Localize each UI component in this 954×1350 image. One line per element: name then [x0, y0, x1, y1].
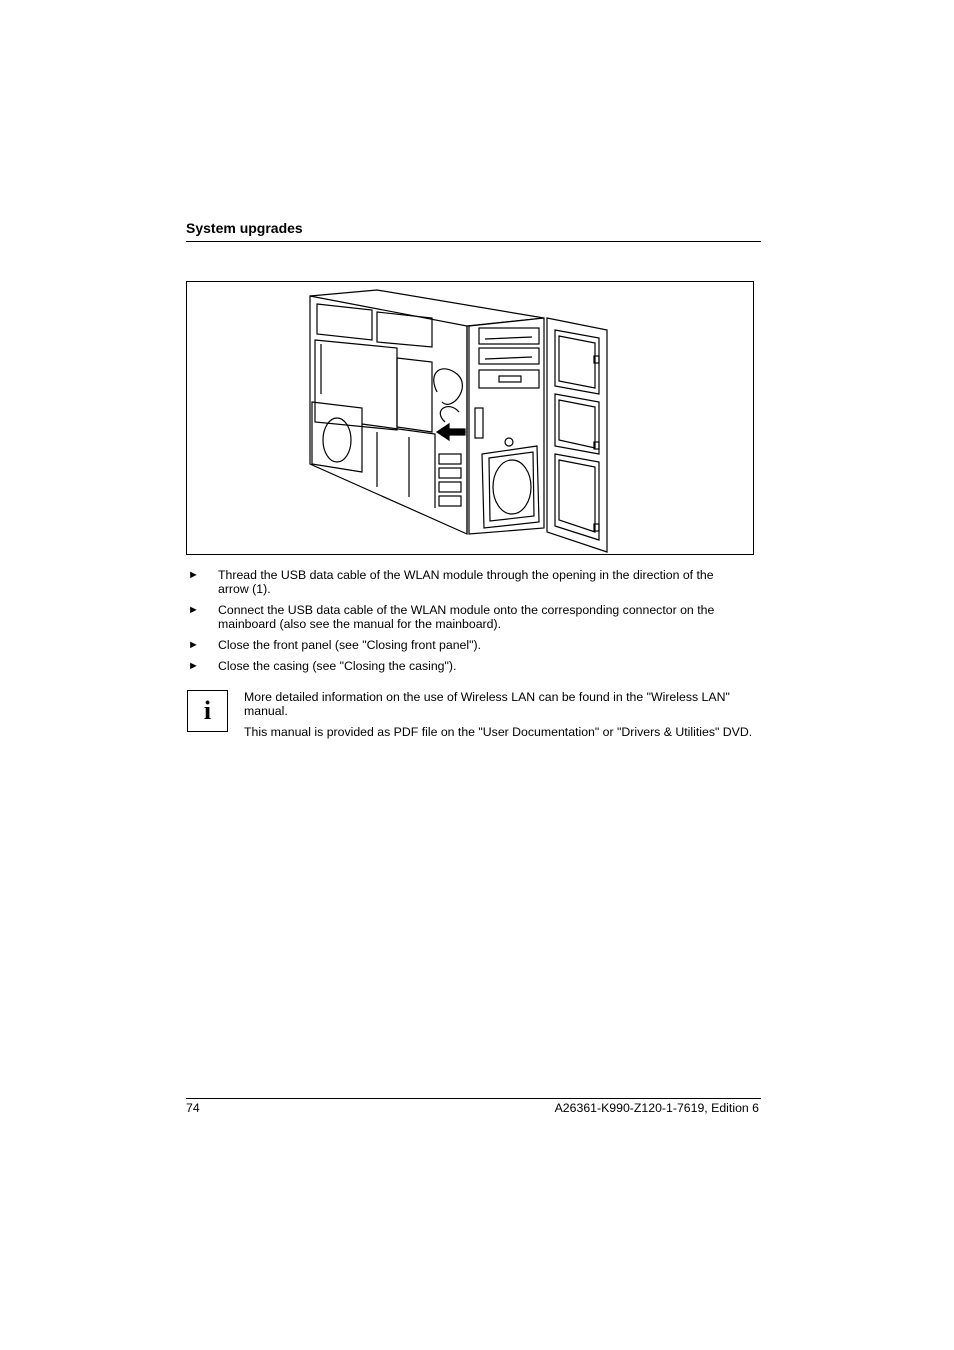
bullet-arrow-icon: ► — [188, 660, 199, 672]
info-paragraph: More detailed information on the use of Wireless LAN can be found in the "Wireless LAN" manual. — [244, 690, 730, 718]
step-text: Connect the USB data cable of the WLAN module onto the corresponding connector on the mainboard (also see the manual for the mainboard). — [218, 603, 715, 631]
step-text: Close the front panel (see "Closing front panel"). — [218, 638, 482, 652]
figure-frame — [186, 281, 754, 555]
page-number: 74 — [186, 1101, 200, 1115]
bullet-arrow-icon: ► — [188, 604, 199, 616]
list-item — [186, 568, 746, 596]
document-id: A26361-K990-Z120-1-7619, Edition 6 — [554, 1101, 759, 1115]
bullet-arrow-icon: ► — [188, 639, 199, 651]
footer-divider — [186, 1098, 761, 1099]
section-title: System upgrades — [186, 220, 303, 236]
list-item — [186, 638, 746, 652]
bullet-arrow-icon: ► — [188, 569, 199, 581]
instruction-list — [186, 568, 746, 680]
step-text: Thread the USB data cable of the WLAN module through the opening in the direction of the arrow (1). — [218, 568, 714, 596]
info-note — [244, 690, 759, 746]
step-text: Close the casing (see "Closing the casing"). — [218, 659, 457, 673]
header-divider — [186, 241, 761, 242]
info-paragraph: This manual is provided as PDF file on the "User Documentation" or "Drivers & Utilities" DVD. — [244, 725, 753, 739]
list-item — [186, 603, 746, 631]
list-item — [186, 659, 746, 673]
pc-tower-open-icon — [187, 282, 753, 554]
info-icon: i — [187, 690, 228, 732]
